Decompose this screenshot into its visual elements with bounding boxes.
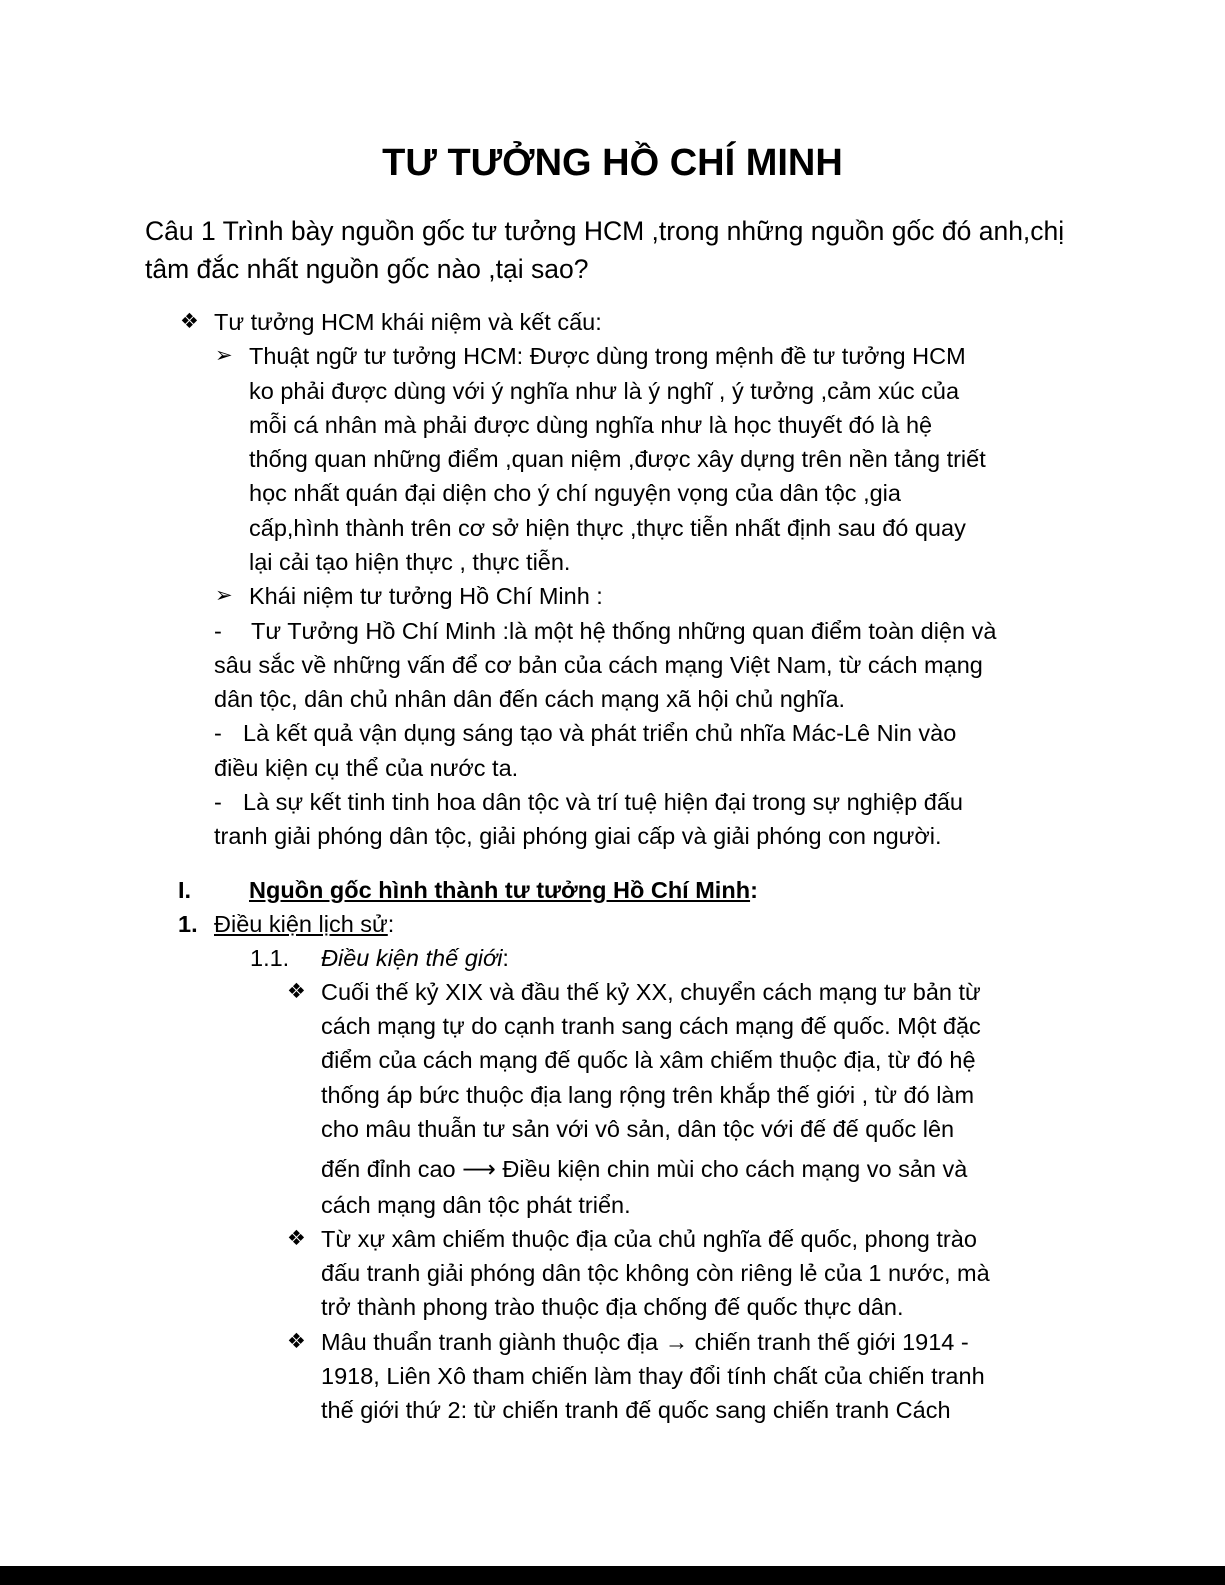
definition-line: Là kết quả vận dụng sáng tạo và phát triển chủ nhĩa Mác-Lê Nin vào (243, 720, 957, 746)
world-point-line: thế giới thứ 2: từ chiến tranh đế quốc sang chiến tranh Cách (321, 1397, 951, 1423)
world-point-line: đấu tranh giải phóng dân tộc không còn riêng lẻ của 1 nước, mà (321, 1260, 990, 1286)
dash-bullet: - (214, 789, 222, 815)
definition-line: điều kiện cụ thể của nước ta. (214, 755, 519, 781)
arrow-bullet-icon: ➢ (215, 344, 233, 367)
subsection-heading (214, 907, 394, 941)
term-line: thống quan những điểm ,quan niệm ,được xây dựng trên nền tảng triết (249, 446, 986, 472)
term-line: lại cải tạo hiện thực , thực tiễn. (249, 549, 571, 575)
world-point-line: cách mạng dân tộc phát triển. (321, 1192, 631, 1218)
section-heading (249, 873, 758, 907)
definition-line: dân tộc, dân chủ nhân dân đến cách mạng xã hội chủ nghĩa. (214, 686, 846, 712)
term-line: cấp,hình thành trên cơ sở hiện thực ,thực tiễn nhất định sau đó quay (249, 515, 966, 541)
definition-heading: Khái niệm tư tưởng Hồ Chí Minh : (249, 583, 603, 609)
term-line: Thuật ngữ tư tưởng HCM: Được dùng trong mệnh đề tư tưởng HCM (249, 343, 966, 369)
world-point-line: điểm của cách mạng đế quốc là xâm chiếm thuộc địa, từ đó hệ (321, 1047, 976, 1073)
dash-bullet: - (214, 618, 222, 644)
subsubsection-heading-text: Điều kiện thế giới (321, 945, 503, 971)
subsubsection-heading (321, 941, 509, 975)
definition-line: Tư Tưởng Hồ Chí Minh :là một hệ thống những quan điểm toàn diện và (251, 618, 997, 644)
diamond-bullet-icon: ❖ (287, 980, 306, 1003)
definition-line: tranh giải phóng dân tộc, giải phóng giai cấp và giải phóng con người. (214, 823, 942, 849)
diamond-bullet-icon: ❖ (180, 310, 199, 333)
subsection-heading-suffix: : (387, 911, 395, 937)
world-point-line: cho mâu thuẫn tư sản với vô sản, dân tộc với đế đế quốc lên (321, 1116, 955, 1142)
world-point-line: đến đỉnh cao ⟶ Điều kiện chin mùi cho cách mạng vo sản và (321, 1156, 968, 1182)
subsubsection-number: 1.1. (250, 945, 290, 971)
definition-line: Là sự kết tinh tinh hoa dân tộc và trí tuệ hiện đại trong sự nghiệp đấu (243, 789, 963, 815)
world-point-line: Mâu thuẩn tranh giành thuộc địa → chiến tranh thế giới 1914 - (321, 1329, 969, 1355)
diamond-bullet-icon: ❖ (287, 1330, 306, 1353)
term-line: học nhất quán đại diện cho ý chí nguyện vọng của dân tộc ,gia (249, 480, 901, 506)
definition-line: sâu sắc về những vấn để cơ bản của cách mạng Việt Nam, từ cách mạng (214, 652, 983, 678)
world-point-line: Cuối thế kỷ XIX và đầu thế kỷ XX, chuyển cách mạng tư bản từ (321, 979, 981, 1005)
bottom-border (0, 1566, 1225, 1585)
subsection-heading-text: Điều kiện lịch sử (214, 911, 388, 937)
diamond-bullet-icon: ❖ (287, 1227, 306, 1250)
subsection-number: 1. (178, 911, 198, 937)
subsubsection-heading-suffix: : (502, 945, 509, 971)
world-point-line: thống áp bức thuộc địa lang rộng trên khắp thế giới , từ đó làm (321, 1082, 975, 1108)
term-line: ko phải được dùng với ý nghĩa như là ý nghĩ , ý tưởng ,cảm xúc của (249, 378, 960, 404)
term-line: mỗi cá nhân mà phải được dùng nghĩa như là học thuyết đó là hệ (249, 412, 933, 438)
section-heading-suffix: : (750, 877, 758, 903)
world-point-line: cách mạng tự do cạnh tranh sang cách mạng đế quốc. Một đặc (321, 1013, 981, 1039)
section-numeral: I. (178, 877, 192, 903)
world-point-line: Từ xự xâm chiếm thuộc địa của chủ nghĩa đế quốc, phong trào (321, 1226, 977, 1252)
dash-bullet: - (214, 720, 222, 746)
concept-heading: Tư tưởng HCM khái niệm và kết cấu: (214, 309, 602, 335)
world-point-line: 1918, Liên Xô tham chiến làm thay đổi tính chất của chiến tranh (321, 1363, 985, 1389)
arrow-bullet-icon: ➢ (215, 584, 233, 607)
section-heading-text: Nguồn gốc hình thành tư tưởng Hồ Chí Minh (249, 877, 751, 903)
question-text: Câu 1 Trình bày nguồn gốc tư tưởng HCM ,trong những nguồn gốc đó anh,chị tâm đắc nhất nguồn gốc nào ,tại sao? (145, 216, 1065, 284)
document-title: TƯ TƯỞNG HỒ CHÍ MINH (382, 142, 843, 184)
world-point-line: trở thành phong trào thuộc địa chống đế quốc thực dân. (321, 1294, 904, 1320)
